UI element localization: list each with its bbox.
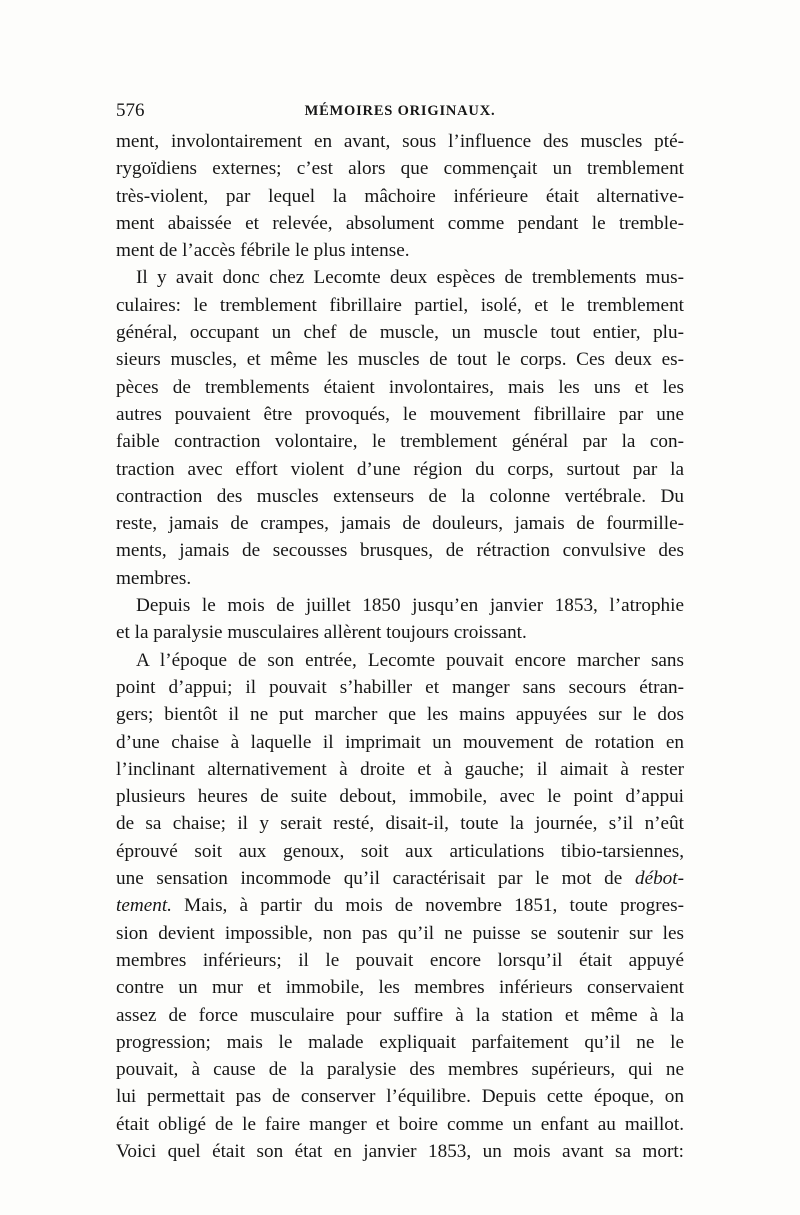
text-line: ment de l’accès fébrile le plus intense. <box>116 240 410 262</box>
italic-term: débot- <box>634 868 684 890</box>
text-line: d’une chaise à laquelle il imprimait un mouvement de rotation en <box>116 731 684 753</box>
text-line: ment abaissée et relevée, absolument comme pendant le tremble- <box>116 212 684 234</box>
text-line: membres. <box>116 567 192 589</box>
italic-term-continuation: tement. <box>116 895 172 917</box>
text-line: Voici quel était son état en janvier 1853, un mois avant sa mort: <box>116 1140 684 1162</box>
page-number: 576 <box>116 100 145 121</box>
text-segment: Mais, à partir du mois de novembre 1851, toute progres- <box>184 895 685 917</box>
body-text <box>116 128 684 1165</box>
text-line: autres pouvaient être provoqués, le mouvement fibrillaire par une <box>116 403 684 425</box>
text-line: faible contraction volontaire, le tremblement général par la con- <box>116 431 684 453</box>
text-line: gers; bientôt il ne put marcher que les mains appuyées sur le dos <box>116 704 684 726</box>
text-line: membres inférieurs; il le pouvait encore lorsqu’il était appuyé <box>116 949 684 971</box>
text-line: très-violent, par lequel la mâchoire inférieure était alternative- <box>116 185 684 207</box>
paragraph-start-line: A l’époque de son entrée, Lecomte pouvait encore marcher sans <box>136 649 684 671</box>
text-line: ment, involontairement en avant, sous l’influence des muscles pté- <box>116 131 684 152</box>
running-title: MÉMOIRES ORIGINAUX. <box>304 103 496 119</box>
text-line: point d’appui; il pouvait s’habiller et manger sans secours étran- <box>116 676 684 698</box>
text-line: pouvait, à cause de la paralysie des membres supérieurs, qui ne <box>116 1059 684 1081</box>
text-line: culaires: le tremblement fibrillaire partiel, isolé, et le tremblement <box>116 294 684 316</box>
text-line: pèces de tremblements étaient involontaires, mais les uns et les <box>116 376 684 398</box>
text-line: contre un mur et immobile, les membres inférieurs conservaient <box>116 977 684 999</box>
text-line: lui permettait pas de conserver l’équilibre. Depuis cette époque, on <box>116 1086 684 1108</box>
text-line: ments, jamais de secousses brusques, de rétraction convulsive des <box>116 540 684 562</box>
text-line: sion devient impossible, non pas qu’il ne puisse se soutenir sur les <box>116 922 684 944</box>
text-line: reste, jamais de crampes, jamais de douleurs, jamais de fourmille- <box>116 513 684 535</box>
paragraph-start-line: Il y avait donc chez Lecomte deux espèces de tremblements mus- <box>136 267 684 289</box>
text-line: contraction des muscles extenseurs de la colonne vertébrale. Du <box>116 485 684 507</box>
text-line: assez de force musculaire pour suffire à la station et même à la <box>116 1004 684 1026</box>
text-line: plusieurs heures de suite debout, immobile, avec le point d’appui <box>116 786 684 808</box>
text-line: l’inclinant alternativement à droite et à gauche; il aimait à rester <box>116 758 684 780</box>
text-line: était obligé de le faire manger et boire comme un enfant au maillot. <box>116 1113 684 1135</box>
text-line <box>116 892 684 919</box>
text-line: sieurs muscles, et même les muscles de tout le corps. Ces deux es- <box>116 349 684 371</box>
text-line: général, occupant un chef de muscle, un muscle tout entier, plu- <box>116 322 684 344</box>
text-line: et la paralysie musculaires allèrent toujours croissant. <box>116 622 527 644</box>
text-line: rygoïdiens externes; c’est alors que commençait un tremblement <box>116 158 684 180</box>
text-line: de sa chaise; il y serait resté, disait-il, toute la journée, s’il n’eût <box>116 813 684 835</box>
running-head <box>116 99 684 123</box>
text-segment: une sensation incommode qu’il caractérisait par le mot de <box>116 868 623 890</box>
text-line: traction avec effort violent d’une région du corps, surtout par la <box>116 458 684 480</box>
paragraph-start-line: Depuis le mois de juillet 1850 jusqu’en janvier 1853, l’atrophie <box>136 595 684 617</box>
text-line: progression; mais le malade expliquait parfaitement qu’il ne le <box>116 1031 684 1053</box>
text-line <box>116 865 684 892</box>
text-line: éprouvé soit aux genoux, soit aux articulations tibio-tarsiennes, <box>116 840 684 862</box>
